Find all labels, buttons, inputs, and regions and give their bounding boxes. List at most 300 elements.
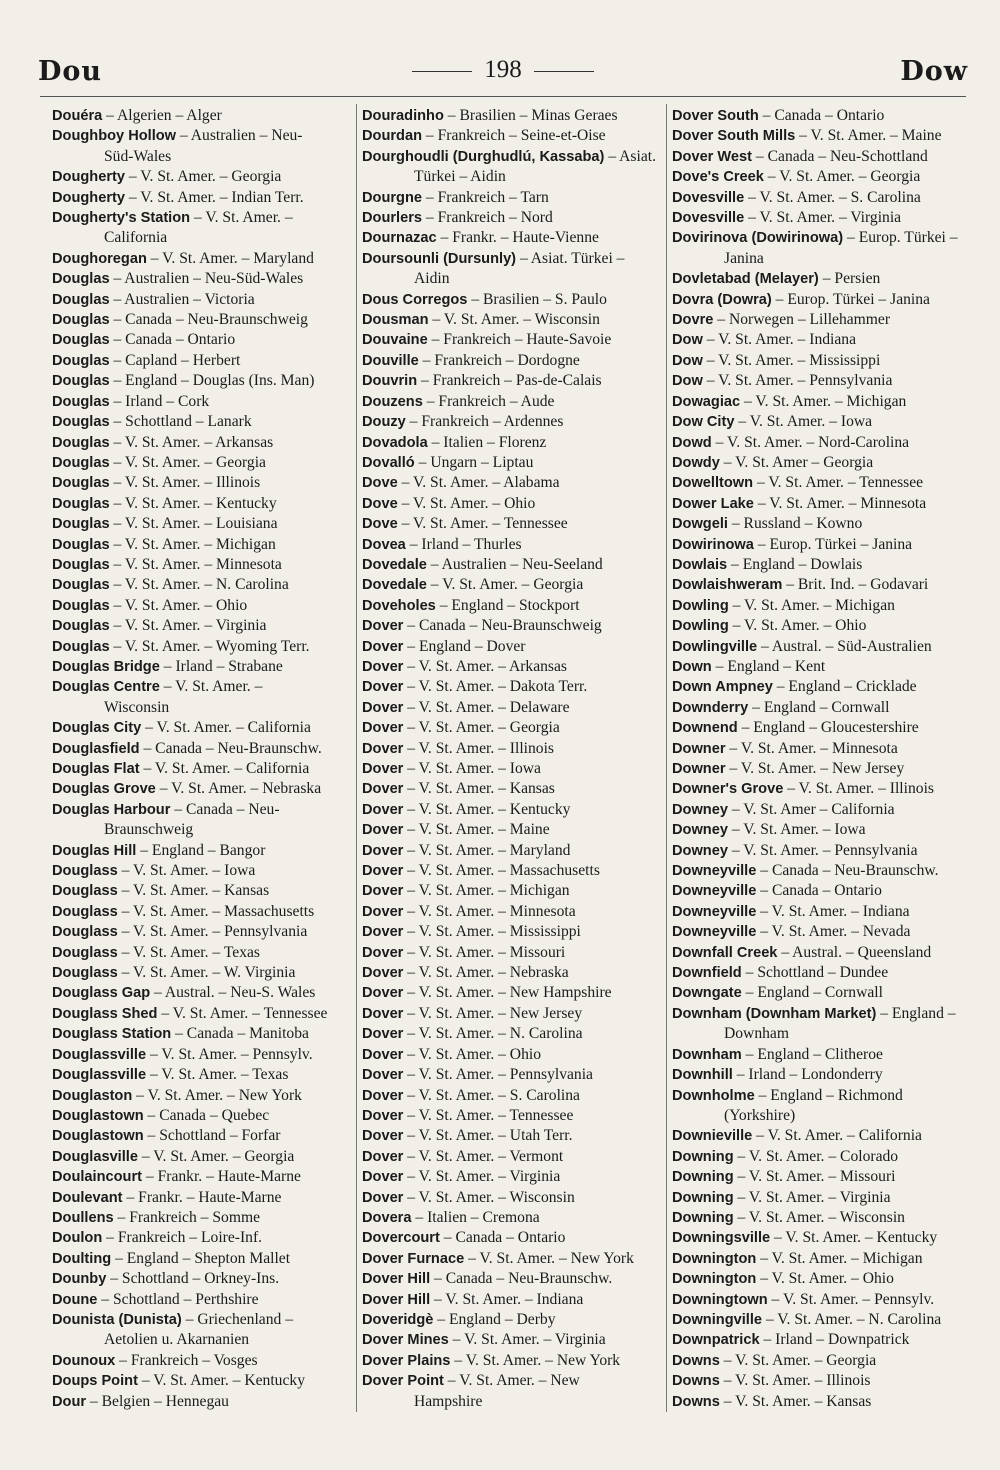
entry bbox=[362, 718, 662, 738]
entry-location: – Canada – Manitoba bbox=[171, 1025, 309, 1043]
entry-headword: Doveridgè bbox=[362, 1311, 434, 1328]
entry-headword: Doughboy Hollow bbox=[52, 128, 177, 145]
entry-headword: Douglas Centre bbox=[52, 679, 160, 696]
entry-headword: Douglass Station bbox=[52, 1026, 172, 1043]
entry-location: – V. St. Amer. – Minnesota bbox=[725, 739, 898, 757]
entry bbox=[362, 1024, 662, 1044]
entry-location: – V. St. Amer. – Mississippi bbox=[403, 923, 581, 941]
entry bbox=[52, 208, 352, 228]
entry-headword: Douglas bbox=[52, 332, 110, 349]
entry bbox=[362, 514, 662, 534]
entry-location: – V. St. Amer. – Minnesota bbox=[753, 494, 927, 512]
entry-headword: Douradinho bbox=[362, 108, 444, 124]
entry bbox=[52, 433, 352, 453]
entry-headword: Downington bbox=[672, 1271, 757, 1288]
entry bbox=[672, 555, 972, 575]
entry-headword: Downieville bbox=[672, 1128, 753, 1145]
entry-headword: Douglas bbox=[52, 414, 110, 431]
entry-headword: Dowlais bbox=[672, 556, 728, 573]
entry-location: – Canada – Ontario bbox=[758, 107, 885, 124]
entry-location: – V. St. Amer. – Georgia bbox=[403, 719, 560, 737]
entry-location: – Frankr. – Haute-Marne bbox=[122, 1188, 282, 1206]
entry bbox=[52, 739, 352, 759]
entry-headword: Dovletabad (Melayer) bbox=[672, 271, 819, 288]
entry-headword: Dovirinova (Dowirinowa) bbox=[672, 230, 844, 247]
entry-location: – V. St. Amer. – Kansas bbox=[719, 1392, 872, 1410]
entry-headword: Downeyville bbox=[672, 924, 757, 941]
entry-headword: Dovera bbox=[362, 1209, 412, 1226]
column-3 bbox=[672, 106, 972, 1412]
entry bbox=[672, 126, 972, 146]
entry-headword: Downholme bbox=[672, 1087, 755, 1104]
entry-headword: Douglas bbox=[52, 434, 110, 451]
entry bbox=[362, 922, 662, 942]
entry-headword: Dovesville bbox=[672, 210, 745, 227]
entry bbox=[52, 1208, 352, 1228]
entry-headword: Douglas Bridge bbox=[52, 658, 160, 675]
entry-continuation bbox=[52, 698, 352, 718]
entry-location: – V. St. Amer. – Kansas bbox=[117, 882, 270, 900]
entry bbox=[672, 188, 972, 208]
entry-location: – Canada – Quebec bbox=[143, 1106, 270, 1124]
entry-location: – V. St. Amer. – N. Carolina bbox=[109, 576, 289, 594]
entry-location: – Frankreich – Nord bbox=[422, 209, 553, 227]
entry-location: – V. St. Amer. – Nevada bbox=[756, 923, 911, 941]
entry-location: – Canada – Neu-Schottland bbox=[752, 147, 928, 165]
entry-location: – V. St. Amer. – Pennsylv. bbox=[146, 1045, 313, 1063]
entry-location: – V. St. Amer. – New York bbox=[132, 1086, 302, 1104]
entry bbox=[52, 922, 352, 942]
entry bbox=[672, 514, 972, 534]
entry-headword: Dover bbox=[362, 1189, 404, 1206]
entry-location: – V. St. Amer. – Illinois bbox=[403, 739, 554, 757]
entry bbox=[52, 249, 352, 269]
entry bbox=[672, 290, 972, 310]
entry-headword: Downs bbox=[672, 1393, 720, 1410]
entry bbox=[52, 1249, 352, 1269]
entry-location: – Brasilien – Minas Geraes bbox=[443, 107, 618, 124]
entry bbox=[672, 433, 972, 453]
entry bbox=[52, 902, 352, 922]
entry bbox=[52, 1167, 352, 1187]
entry-location: – Irland – Strabane bbox=[159, 657, 283, 675]
entry bbox=[672, 494, 972, 514]
entry bbox=[52, 943, 352, 963]
entry bbox=[672, 1228, 972, 1248]
entry-headword: Dowdy bbox=[672, 454, 720, 471]
entry bbox=[52, 473, 352, 493]
entry bbox=[52, 637, 352, 657]
entry bbox=[52, 535, 352, 555]
entry bbox=[362, 1167, 662, 1187]
entry bbox=[362, 698, 662, 718]
entry-location: – England – Cornwall bbox=[741, 984, 883, 1002]
entry bbox=[52, 371, 352, 391]
entry bbox=[672, 943, 972, 963]
entry-location: – V. St. Amer. – Pennsylvania bbox=[403, 1066, 593, 1084]
entry-location: – Canada – Neu-Braunschw. bbox=[430, 1270, 613, 1288]
entry-headword: Dover bbox=[362, 679, 404, 696]
entry bbox=[362, 1086, 662, 1106]
entry-headword: Douglas bbox=[52, 291, 110, 308]
entry-location: – V. St. Amer. – Nebraska bbox=[155, 780, 322, 798]
entry bbox=[362, 943, 662, 963]
entry-location: – Frankreich – Tarn bbox=[422, 188, 549, 206]
entry-location: – V. St. Amer. – Kentucky bbox=[137, 1372, 305, 1390]
entry-location: – England – Derby bbox=[433, 1310, 556, 1328]
entry-headword: Dowelltown bbox=[672, 475, 754, 492]
entry bbox=[52, 392, 352, 412]
entry-headword: Dover Point bbox=[362, 1373, 444, 1390]
entry-location: – Canada – Neu-Braunschweig bbox=[109, 311, 308, 329]
entry-location: – V. St. Amer. – California bbox=[139, 760, 310, 777]
entry-headword: Dover bbox=[362, 985, 404, 1002]
entry-headword: Downs bbox=[672, 1352, 720, 1369]
entry-location: – V. St. Amer. – Indiana bbox=[702, 331, 857, 349]
entry-location: – Schottland – Orkney-Ins. bbox=[106, 1270, 280, 1288]
entry bbox=[672, 881, 972, 901]
entry bbox=[672, 922, 972, 942]
entry-headword: Downingville bbox=[672, 1311, 762, 1328]
entry bbox=[362, 351, 662, 371]
entry-location: – V. St. Amer. – California bbox=[752, 1127, 922, 1145]
entry-location: – V. St. Amer. – Texas bbox=[146, 1066, 289, 1084]
entry bbox=[362, 453, 662, 473]
entry-location: – V. St. Amer. – Georgia bbox=[124, 168, 282, 186]
entry bbox=[672, 1004, 972, 1024]
entry-location: – V. St. Amer. – Wisconsin bbox=[428, 311, 600, 329]
entry-location: – V. St. Amer. – Massachusetts bbox=[117, 902, 315, 920]
entry-headword: Dounista (Dunista) bbox=[52, 1311, 182, 1328]
entry-headword: Dow bbox=[672, 352, 703, 369]
entry-headword: Dowlingville bbox=[672, 638, 758, 655]
entry-headword: Dover bbox=[362, 903, 404, 920]
entry-headword: Dovea bbox=[362, 536, 406, 553]
entry-location: – Schottland – Perthshire bbox=[97, 1290, 259, 1308]
entry bbox=[52, 1024, 352, 1044]
entry-headword: Douglas bbox=[52, 475, 110, 492]
entry-headword: Dover bbox=[362, 965, 404, 982]
entry-headword: Dove's Creek bbox=[672, 169, 764, 186]
entry-location: – Asiat. Türkei – bbox=[516, 249, 625, 267]
entry bbox=[672, 269, 972, 289]
entry bbox=[52, 861, 352, 881]
entry bbox=[52, 616, 352, 636]
entry-location: – V. St. Amer. – Georgia bbox=[763, 168, 921, 186]
entry-location: – V. St. Amer. – Mississippi bbox=[702, 351, 881, 369]
entry-headword: Downeyville bbox=[672, 883, 757, 900]
entry bbox=[672, 698, 972, 718]
entry bbox=[52, 494, 352, 514]
entry-continuation bbox=[52, 1330, 352, 1350]
entry-location: – V. St. Amer. – Indian Terr. bbox=[124, 188, 304, 206]
entry bbox=[362, 963, 662, 983]
entry-headword: Douglass bbox=[52, 863, 118, 880]
entry-location: – England – Shepton Mallet bbox=[111, 1249, 291, 1267]
entry-headword: Douglas Harbour bbox=[52, 801, 171, 818]
entry-location: – Frankreich – Aude bbox=[422, 392, 555, 410]
entry-headword: Downhill bbox=[672, 1067, 733, 1084]
entry bbox=[52, 188, 352, 208]
entry-headword: Dower Lake bbox=[672, 495, 754, 512]
entry-continuation-text: Süd-Wales bbox=[104, 147, 172, 165]
column-2 bbox=[362, 106, 662, 1412]
entry-headword: Dover bbox=[362, 1169, 404, 1186]
entry-headword: Downfield bbox=[672, 965, 742, 982]
entry bbox=[672, 677, 972, 697]
entry bbox=[362, 433, 662, 453]
entry-location: – V. St. Amer. – Tennessee bbox=[753, 474, 924, 492]
entry-continuation-text: Aidin bbox=[414, 270, 450, 288]
entry-headword: Doughoregan bbox=[52, 250, 147, 267]
entry bbox=[52, 453, 352, 473]
header-dash-left bbox=[412, 71, 472, 72]
entry bbox=[362, 596, 662, 616]
entry-location: – V. St. Amer. – Georgia bbox=[426, 576, 584, 594]
entry-location: – V. St. Amer. – Ohio bbox=[728, 617, 867, 635]
entry bbox=[362, 494, 662, 514]
entry bbox=[362, 330, 662, 350]
entry bbox=[362, 106, 662, 126]
entry-headword: Dovalló bbox=[362, 454, 415, 471]
entry bbox=[672, 575, 972, 595]
entry-location: – Frankr. – Haute-Vienne bbox=[436, 229, 599, 247]
entry-location: – V. St. Amer. – Virginia bbox=[744, 209, 902, 227]
entry-location: – V. St. Amer. – Virginia bbox=[733, 1188, 891, 1206]
entry bbox=[362, 1045, 662, 1065]
entry-headword: Dowd bbox=[672, 434, 712, 451]
entry bbox=[52, 167, 352, 187]
entry-headword: Doursounli (Dursunly) bbox=[362, 250, 517, 267]
entry-headword: Dowagiac bbox=[672, 393, 741, 410]
entry-headword: Douville bbox=[362, 352, 419, 369]
entry-headword: Downing bbox=[672, 1169, 734, 1186]
entry-continuation bbox=[362, 269, 662, 289]
entry-location: – V. St. Amer. – Iowa bbox=[734, 413, 873, 431]
entry-headword: Downpatrick bbox=[672, 1332, 760, 1349]
entry-location: – V. St. Amer. – bbox=[159, 678, 263, 696]
entry bbox=[52, 351, 352, 371]
column-1 bbox=[52, 106, 352, 1412]
entry-location: – Austral. – Neu-S. Wales bbox=[150, 984, 316, 1002]
entry-location: – Austral. – Queensland bbox=[777, 943, 932, 961]
entry-location: – V. St. Amer. – Illinois bbox=[719, 1372, 871, 1390]
entry bbox=[52, 1147, 352, 1167]
column-divider-1 bbox=[356, 104, 357, 1412]
entry bbox=[52, 657, 352, 677]
entry-location: – Norwegen – Lillehammer bbox=[713, 311, 891, 329]
entry-continuation-text: Türkei – Aidin bbox=[414, 168, 506, 186]
entry bbox=[52, 1086, 352, 1106]
entry-location: – V. St. Amer. – Massachusetts bbox=[403, 862, 600, 880]
entry-headword: Downham (Downham Market) bbox=[672, 1005, 877, 1022]
entry-location: – V. St. Amer. – Missouri bbox=[733, 1168, 896, 1186]
entry bbox=[52, 1371, 352, 1391]
entry-location: – England – Richmond bbox=[754, 1086, 903, 1104]
entry-continuation-text: Wisconsin bbox=[104, 698, 170, 716]
entry-headword: Dover bbox=[362, 801, 404, 818]
entry-location: – England – bbox=[876, 1004, 956, 1022]
entry-location: – V. St. Amer – Georgia bbox=[719, 453, 874, 471]
entry-location: – V. St. Amer. – Wyoming Terr. bbox=[109, 637, 310, 655]
entry-headword: Dougherty's Station bbox=[52, 210, 191, 227]
entry bbox=[52, 841, 352, 861]
entry-location: – Canada – Ontario bbox=[756, 882, 882, 900]
entry-headword: Dourghoudli (Durghudlú, Kassaba) bbox=[362, 148, 605, 165]
entry-continuation-text: Janina bbox=[724, 249, 764, 267]
entry-location: – Irland – Thurles bbox=[405, 535, 522, 553]
entry-headword: Dovedale bbox=[362, 556, 427, 573]
entry-location: – England – Dover bbox=[403, 637, 526, 655]
entry bbox=[52, 1290, 352, 1310]
entry-location: – V. St. Amer. – Texas bbox=[117, 943, 260, 961]
entry-headword: Downer bbox=[672, 740, 726, 757]
entry bbox=[672, 1147, 972, 1167]
entry bbox=[362, 1371, 662, 1391]
entry-location: – V. St. Amer. – Kentucky bbox=[770, 1229, 938, 1247]
entry bbox=[672, 330, 972, 350]
entry-continuation-text: Hampshire bbox=[414, 1392, 483, 1410]
entry-location: – V. St. Amer. – Delaware bbox=[403, 698, 570, 716]
entry-headword: Dourdan bbox=[362, 128, 422, 145]
entry bbox=[52, 310, 352, 330]
entry-headword: Dover Furnace bbox=[362, 1250, 465, 1267]
entry-headword: Dover bbox=[362, 781, 404, 798]
entry-continuation-text: (Yorkshire) bbox=[724, 1106, 796, 1124]
entry-location: – V. St. Amer. – N. Carolina bbox=[762, 1310, 942, 1328]
entry bbox=[362, 779, 662, 799]
entry-location: – Irland – Cork bbox=[109, 392, 210, 410]
entry-location: – Frankreich – Ardennes bbox=[405, 413, 564, 431]
entry-location: – Frankreich – Vosges bbox=[115, 1351, 258, 1369]
entry-headword: Dover bbox=[362, 740, 404, 757]
entry-location: – Europ. Türkei – Janina bbox=[771, 290, 930, 308]
entry-headword: Douglas bbox=[52, 454, 110, 471]
entry-headword: Dove bbox=[362, 516, 398, 533]
entry-headword: Dover bbox=[362, 1067, 404, 1084]
entry-headword: Dowlaishweram bbox=[672, 577, 783, 594]
entry-headword: Dover bbox=[362, 863, 404, 880]
entry bbox=[52, 106, 352, 126]
entry-headword: Dow bbox=[672, 332, 703, 349]
entry-location: – V. St. Amer. – Missouri bbox=[403, 943, 566, 961]
entry-headword: Douzens bbox=[362, 393, 423, 410]
entry-location: – Frankr. – Haute-Marne bbox=[142, 1168, 301, 1186]
entry-headword: Downham bbox=[672, 1046, 742, 1063]
entry bbox=[52, 983, 352, 1003]
entry-headword: Douglaston bbox=[52, 1087, 133, 1104]
entry-location: – V. St. Amer. – Kansas bbox=[403, 780, 555, 798]
entry-location: – Canada – Neu-Braunschw. bbox=[139, 739, 322, 757]
entry-location: – V. St. Amer. – Kentucky bbox=[109, 494, 277, 512]
entry-headword: Dovesville bbox=[672, 189, 745, 206]
entry-headword: Dournazac bbox=[362, 230, 437, 247]
entry-continuation bbox=[672, 249, 972, 269]
entry-location: – V. St. Amer. – S. Carolina bbox=[744, 188, 921, 206]
entry-location: – Brit. Ind. – Godavari bbox=[782, 576, 929, 594]
entry bbox=[672, 841, 972, 861]
entry-headword: Dowling bbox=[672, 597, 729, 614]
entry-location: – V. St. Amer. – Vermont bbox=[403, 1147, 564, 1165]
entry bbox=[362, 983, 662, 1003]
entry bbox=[672, 983, 972, 1003]
entry-location: – V. St. Amer. – California bbox=[141, 719, 311, 737]
entry bbox=[52, 412, 352, 432]
entry-location: – Australien – Victoria bbox=[109, 290, 255, 308]
entry bbox=[52, 1106, 352, 1126]
entry bbox=[672, 208, 972, 228]
entry bbox=[362, 1188, 662, 1208]
entry-headword: Downfall Creek bbox=[672, 944, 778, 961]
entry bbox=[362, 1249, 662, 1269]
page-number-block bbox=[38, 56, 968, 84]
entry-location: – Italien – Florenz bbox=[427, 433, 547, 451]
entry bbox=[672, 1086, 972, 1106]
entry-location: – V. St. Amer. – Tennessee bbox=[157, 1004, 328, 1022]
entry-headword: Dover Mines bbox=[362, 1332, 449, 1349]
entry-headword: Down bbox=[672, 658, 712, 675]
entry bbox=[672, 902, 972, 922]
entry bbox=[52, 1188, 352, 1208]
entry bbox=[52, 1351, 352, 1371]
entry-headword: Douglas bbox=[52, 393, 110, 410]
entry-continuation bbox=[362, 167, 662, 187]
entry-location: – Griechenland – bbox=[181, 1310, 294, 1328]
entry bbox=[362, 412, 662, 432]
entry-headword: Downeyville bbox=[672, 863, 757, 880]
entry-headword: Douglas bbox=[52, 352, 110, 369]
header-rule bbox=[40, 96, 966, 97]
entry-headword: Dovadola bbox=[362, 434, 428, 451]
entry-location: – Asiat. bbox=[604, 147, 656, 165]
entry-headword: Doullens bbox=[52, 1209, 114, 1226]
entry-headword: Downingtown bbox=[672, 1291, 768, 1308]
entry-continuation-text: Downham bbox=[724, 1025, 789, 1043]
entry-headword: Douzy bbox=[362, 414, 406, 431]
entry bbox=[672, 392, 972, 412]
entry bbox=[52, 1065, 352, 1085]
entry bbox=[362, 1126, 662, 1146]
entry-location: – V. St. Amer. – Nord-Carolina bbox=[711, 433, 910, 451]
entry-location: – V. St. Amer. – Virginia bbox=[448, 1331, 606, 1349]
entry-location: – Schottland – Lanark bbox=[109, 413, 252, 431]
entry-location: – Brasilien – S. Paulo bbox=[467, 290, 607, 308]
entry bbox=[672, 106, 972, 126]
entry bbox=[362, 310, 662, 330]
entry-location: – England – Douglas (Ins. Man) bbox=[109, 372, 315, 390]
entry bbox=[362, 371, 662, 391]
entry-location: – V. St. Amer. – Iowa bbox=[403, 760, 541, 777]
entry-headword: Douglas bbox=[52, 597, 110, 614]
entry-location: – V. St. Amer. – Michigan bbox=[740, 392, 907, 410]
entry bbox=[672, 1065, 972, 1085]
entry-headword: Dowgeli bbox=[672, 516, 728, 533]
entry-headword: Dover bbox=[362, 658, 404, 675]
entry-location: – Frankreich – Pas-de-Calais bbox=[417, 372, 602, 390]
entry-headword: Douglass bbox=[52, 944, 118, 961]
entry bbox=[52, 330, 352, 350]
entry-continuation bbox=[52, 147, 352, 167]
entry-location: – Australien – Neu- bbox=[176, 127, 303, 145]
entry bbox=[672, 759, 972, 779]
entry bbox=[672, 1371, 972, 1391]
entry bbox=[672, 1310, 972, 1330]
entry bbox=[52, 1310, 352, 1330]
entry-headword: Dove bbox=[362, 495, 398, 512]
entry bbox=[362, 1228, 662, 1248]
page-number: 198 bbox=[484, 56, 522, 83]
entry-headword: Douglas Hill bbox=[52, 842, 137, 859]
